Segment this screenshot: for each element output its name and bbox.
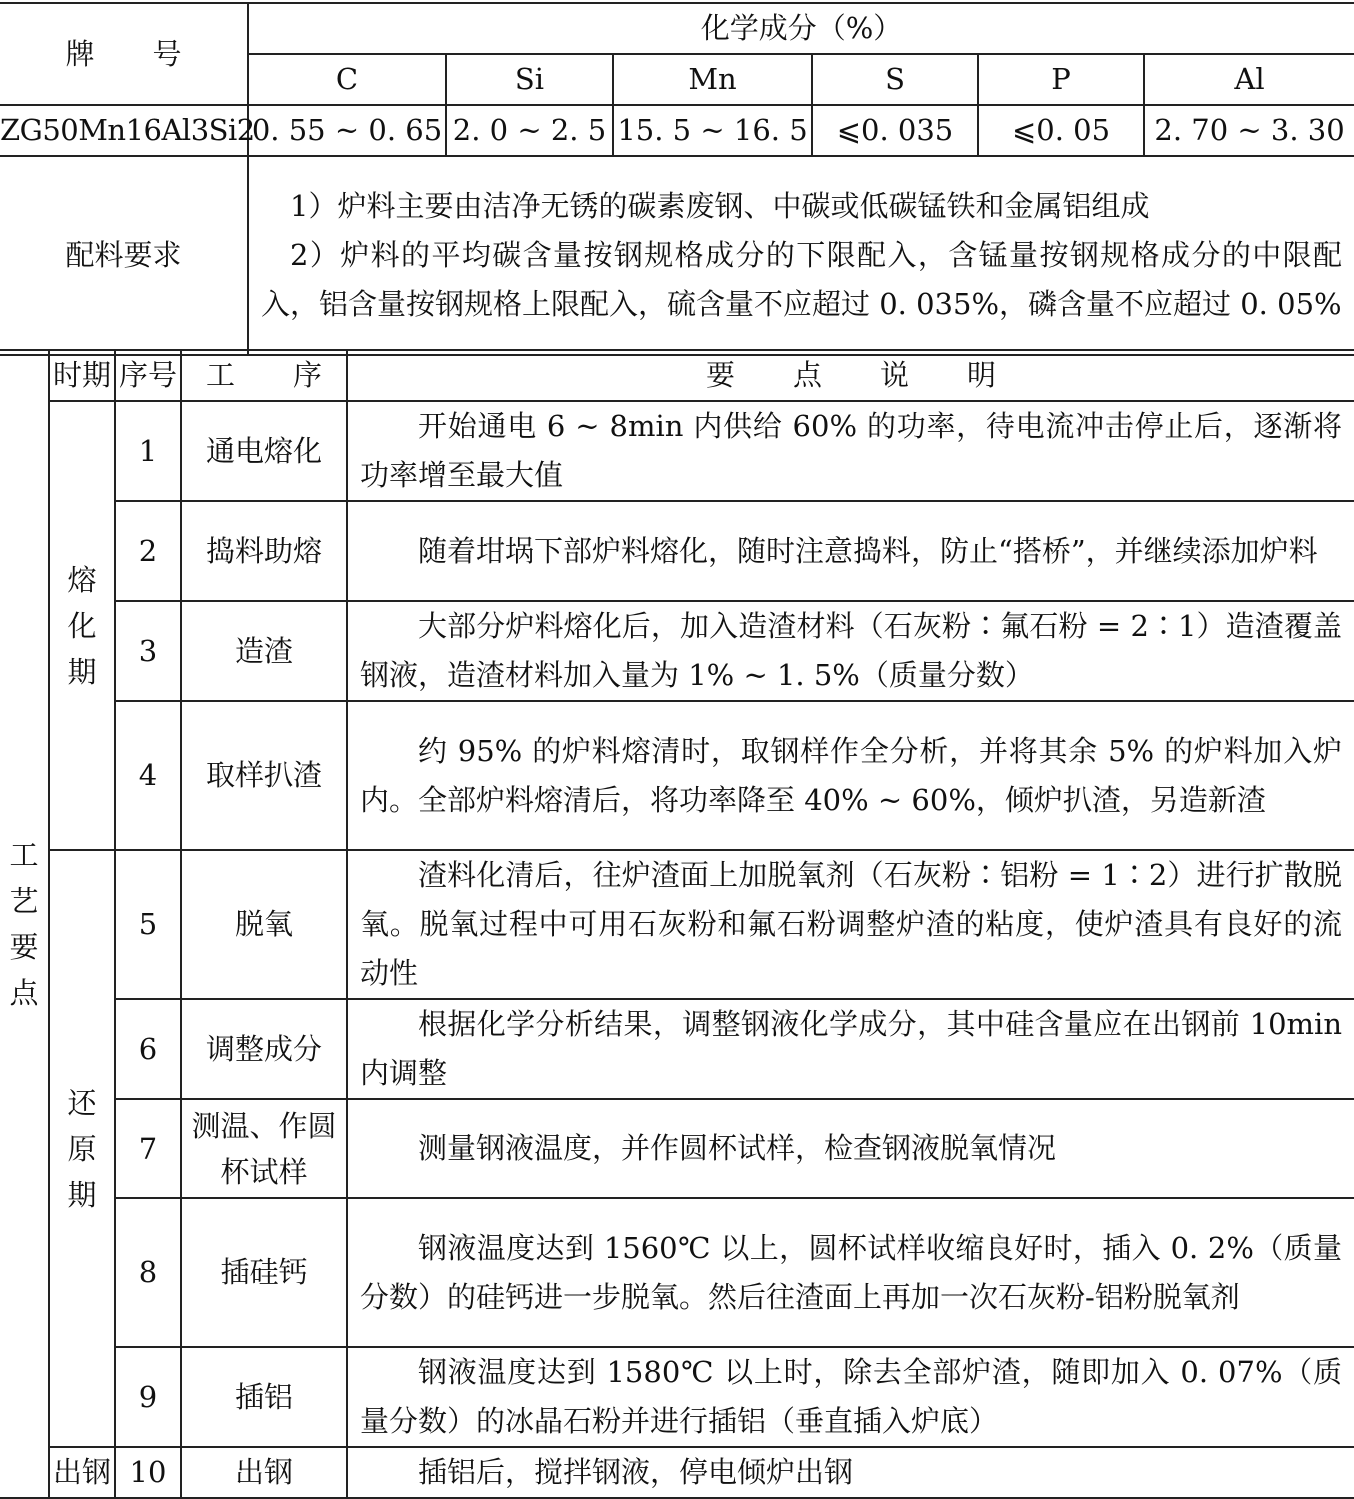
step-name: 取样扒渣 — [181, 701, 347, 850]
composition-value: 15. 5 ~ 16. 5 — [613, 105, 812, 156]
header-desc: 要 点 说 明 — [347, 350, 1354, 401]
step-name: 测温、作圆杯试样 — [181, 1099, 347, 1198]
process-section-label: 工 艺 要 点 — [0, 350, 49, 1498]
batching-requirements — [248, 156, 1354, 355]
step-name: 脱氧 — [181, 850, 347, 999]
step-name: 捣料助熔 — [181, 501, 347, 601]
composition-value: ⩽0. 035 — [812, 105, 978, 156]
step-number: 8 — [115, 1198, 181, 1347]
step-description: 钢液温度达到 1560℃ 以上，圆杯试样收缩良好时，插入 0. 2%（质量分数）的硅钙进一步脱氧。然后往渣面上再加一次石灰粉-铝粉脱氧剂 — [347, 1198, 1354, 1347]
composition-table — [0, 2, 1354, 356]
step-number: 6 — [115, 999, 181, 1099]
header-step: 工 序 — [181, 350, 347, 401]
step-description: 大部分炉料熔化后，加入造渣材料（石灰粉∶氟石粉 = 2∶1）造渣覆盖钢液，造渣材料加入量为 1% ~ 1. 5%（质量分数） — [347, 601, 1354, 701]
step-number: 9 — [115, 1347, 181, 1447]
batching-line: 2）炉料的平均碳含量按钢规格成分的下限配入，含锰量按钢规格成分的中限配入，铝含量按钢规格上限配入，硫含量不应超过 0. 035%，磷含量不应超过 0. 05% — [261, 238, 1343, 321]
step-number: 4 — [115, 701, 181, 850]
step-number: 5 — [115, 850, 181, 999]
process-table — [0, 349, 1354, 1499]
composition-value: 2. 0 ~ 2. 5 — [446, 105, 613, 156]
step-description: 约 95% 的炉料熔清时，取钢样作全分析，并将其余 5% 的炉料加入炉内。全部炉料熔清后，将功率降至 40% ~ 60%，倾炉扒渣，另造新渣 — [347, 701, 1354, 850]
step-name: 通电熔化 — [181, 401, 347, 501]
element-header: P — [978, 54, 1144, 105]
header-period: 时期 — [49, 350, 115, 401]
step-number: 2 — [115, 501, 181, 601]
element-header: Si — [446, 54, 613, 105]
step-description: 钢液温度达到 1580℃ 以上时，除去全部炉渣，随即加入 0. 07%（质量分数）的冰晶石粉并进行插铝（垂直插入炉底） — [347, 1347, 1354, 1447]
steel-grade: ZG50Mn16Al3Si2 — [0, 105, 248, 156]
step-description: 开始通电 6 ~ 8min 内供给 60% 的功率，待电流冲击停止后，逐渐将功率增至最大值 — [347, 401, 1354, 501]
period-reduction: 还 原 期 — [49, 850, 115, 1447]
element-header: C — [248, 54, 446, 105]
composition-value: 0. 55 ~ 0. 65 — [248, 105, 446, 156]
step-description: 插铝后，搅拌钢液，停电倾炉出钢 — [347, 1447, 1354, 1498]
period-tapping: 出钢 — [49, 1447, 115, 1498]
step-number: 10 — [115, 1447, 181, 1498]
step-description: 渣料化清后，往炉渣面上加脱氧剂（石灰粉∶铝粉 = 1∶2）进行扩散脱氧。脱氧过程中可用石灰粉和氟石粉调整炉渣的粘度，使炉渣具有良好的流动性 — [347, 850, 1354, 999]
step-description: 根据化学分析结果，调整钢液化学成分，其中硅含量应在出钢前 10min 内调整 — [347, 999, 1354, 1099]
batching-label: 配料要求 — [0, 156, 248, 355]
composition-value: 2. 70 ~ 3. 30 — [1144, 105, 1354, 156]
step-name: 插硅钙 — [181, 1198, 347, 1347]
element-header: Mn — [613, 54, 812, 105]
step-number: 1 — [115, 401, 181, 501]
period-melting: 熔 化 期 — [49, 401, 115, 850]
step-description: 随着坩埚下部炉料熔化，随时注意捣料，防止“搭桥”，并继续添加炉料 — [347, 501, 1354, 601]
step-number: 7 — [115, 1099, 181, 1198]
step-number: 3 — [115, 601, 181, 701]
element-header: S — [812, 54, 978, 105]
header-no: 序号 — [115, 350, 181, 401]
step-description: 测量钢液温度，并作圆杯试样，检查钢液脱氧情况 — [347, 1099, 1354, 1198]
composition-header: 化学成分（%） — [248, 3, 1354, 54]
step-name: 出钢 — [181, 1447, 347, 1498]
step-name: 造渣 — [181, 601, 347, 701]
step-name: 插铝 — [181, 1347, 347, 1447]
element-header: Al — [1144, 54, 1354, 105]
batching-line: 1）炉料主要由洁净无锈的碳素废钢、中碳或低碳锰铁和金属铝组成 — [290, 189, 1150, 223]
composition-value: ⩽0. 05 — [978, 105, 1144, 156]
grade-header: 牌 号 — [0, 3, 248, 105]
step-name: 调整成分 — [181, 999, 347, 1099]
